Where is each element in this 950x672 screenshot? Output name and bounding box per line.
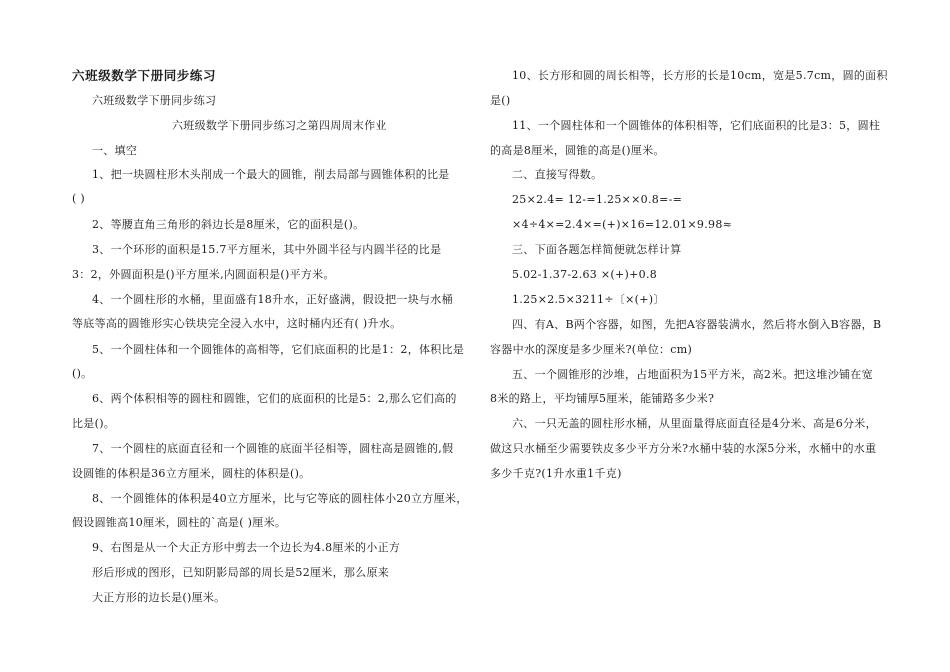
question-3-line-1: 3、一个环形的面积是15.7平方厘米，其中外圆半径与内圆半径的比是 (92, 243, 442, 256)
question-9-line-1: 9、右图是从一个大正方形中剪去一个边长为4.8厘米的小正方 (92, 541, 401, 554)
section-simplify: 三、下面各题怎样简便就怎样计算 (512, 243, 682, 256)
document-subtitle: 六班级数学下册同步练习 (92, 94, 217, 107)
question-9-line-2: 形后形成的图形，已知阴影局部的周长是52厘米，那么原来 (92, 566, 390, 579)
question-1-line-1: 1、把一块圆柱形木头削成一个最大的圆锥，削去局部与圆锥体积的比是 (92, 168, 450, 181)
section-4-line-1: 四、有A、B两个容器，如图，先把A容器装满水，然后将水倒入B容器，B (512, 318, 882, 331)
question-3-line-2: 3：2，外圆面积是()平方厘米,内圆面积是()平方米。 (72, 268, 335, 281)
question-10-line-1: 10、长方形和圆的周长相等，长方形的长是10cm，宽是5.7cm，圆的面积 (512, 69, 888, 82)
question-1-line-2: ( ) (72, 192, 85, 205)
section-fill-blank: 一、填空 (92, 144, 138, 157)
question-8-line-2: 假设圆锥高10厘米，圆柱的`高是( )厘米。 (72, 516, 287, 529)
question-6-line-1: 6、两个体积相等的圆柱和圆锥，它们的底面积的比是5：2,那么它们高的 (92, 392, 457, 405)
question-7-line-2: 设圆锥的体积是36立方厘米，圆柱的体积是()。 (72, 467, 311, 480)
question-4-line-2: 等底等高的圆锥形实心铁块完全浸入水中，这时桶内还有( )升水。 (72, 317, 402, 330)
question-11-line-2: 的高是8厘米，圆锥的高是()厘米。 (490, 144, 665, 157)
section-6-line-3: 多少千克?(1升水重1千克) (490, 467, 622, 480)
section-direct-answers: 二、直接写得数。 (512, 168, 603, 181)
section-5-line-2: 8米的路上，平均铺厚5厘米，能铺路多少米? (490, 392, 715, 405)
question-5-line-2: ()。 (72, 367, 93, 380)
calculation-line-2: ×4÷4×=2.4×=(+)×16=12.01×9.98≈ (512, 218, 733, 231)
question-11-line-1: 11、一个圆柱体和一个圆锥体的体积相等，它们底面积的比是3：5，圆柱 (512, 119, 881, 132)
question-2: 2、等腰直角三角形的斜边长是8厘米，它的面积是()。 (92, 218, 365, 231)
section-6-line-2: 做这只水桶至少需要铁皮多少平方分米?水桶中装的水深5分米，水桶中的水重 (490, 442, 877, 455)
question-6-line-2: 比是()。 (72, 417, 116, 430)
assignment-heading: 六班级数学下册同步练习之第四周周末作业 (172, 119, 387, 132)
question-7-line-1: 7、一个圆柱的底面直径和一个圆锥的底面半径相等，圆柱高是圆锥的,假 (92, 442, 454, 455)
question-5-line-1: 5、一个圆柱体和一个圆锥体的高相等，它们底面积的比是1：2，体积比是 (92, 343, 465, 356)
section-4-line-2: 容器中水的深度是多少厘米?(单位：cm) (490, 343, 693, 356)
question-9-line-3: 大正方形的边长是()厘米。 (92, 591, 226, 604)
question-4-line-1: 4、一个圆柱形的水桶，里面盛有18升水，正好盛满，假设把一块与水桶 (92, 293, 453, 306)
section-5-line-1: 五、一个圆锥形的沙堆，占地面积为15平方米，高2米。把这堆沙铺在宽 (512, 368, 873, 381)
expression-1: 5.02-1.37-2.63 ×(+)+0.8 (512, 268, 658, 281)
question-8-line-1: 8、一个圆锥体的体积是40立方厘米，比与它等底的圆柱体小20立方厘米， (92, 492, 468, 505)
calculation-line-1: 25×2.4= 12-=1.25××0.8=-= (512, 193, 683, 206)
section-6-line-1: 六、一只无盖的圆柱形水桶，从里面量得底面直径是4分米、高是6分米， (512, 417, 877, 430)
question-10-line-2: 是() (490, 94, 511, 107)
document-title: 六班级数学下册同步练习 (72, 68, 217, 83)
expression-2: 1.25×2.5×3211÷〔×(+)〕 (512, 293, 665, 306)
